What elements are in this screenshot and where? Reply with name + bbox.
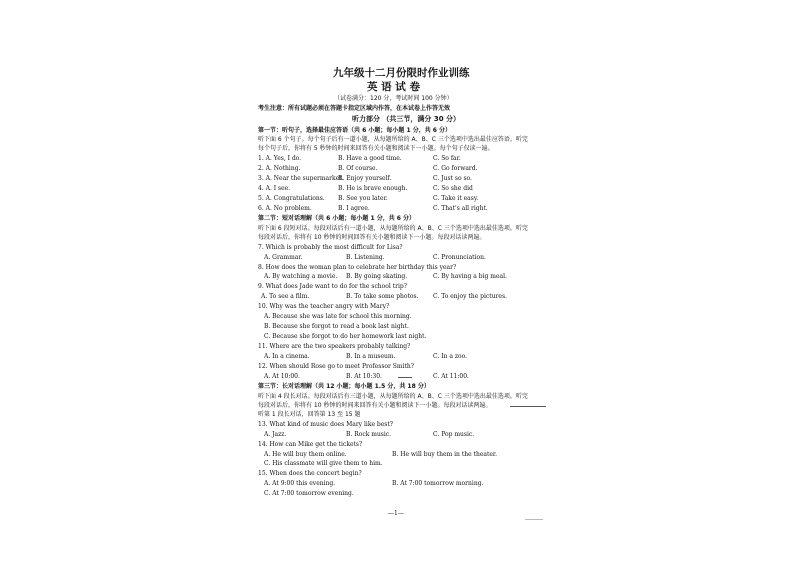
- question-option: B. At 10:30.: [346, 373, 382, 380]
- section3-instruction: 听下面 4 段长对话。每段对话后有三道小题，从每题所给的 A、B、C 三个选项中选出最佳选项。听完: [258, 393, 528, 400]
- question-option: B. Have a good time.: [338, 155, 402, 162]
- question-stem: 11. Where are the two speakers probably talking?: [258, 343, 411, 350]
- question-option: A. Jazz.: [264, 431, 287, 438]
- question-stem: 8. How does the woman plan to celebrate her birthday this year?: [258, 264, 457, 271]
- question-option: C. Go forward.: [433, 165, 478, 172]
- question-option: B. Listening.: [346, 254, 385, 261]
- question-option: A. To see a film.: [261, 293, 310, 300]
- question-option: B. See you later.: [338, 195, 388, 202]
- listening-title: 听力部分 （共三节，满分 30 分）: [352, 115, 461, 123]
- question-stem: 15. When does the concert begin?: [258, 470, 362, 477]
- question-option: C. His classmate will give them to him.: [264, 460, 383, 467]
- question-option: C. So she did: [433, 185, 473, 192]
- question-option: C. Because she forgot to do her homework last night.: [264, 333, 427, 340]
- question-option: 2. A. Nothing.: [258, 165, 301, 172]
- section3-heading: 第三节：长对话理解（共 12 小题；每小题 1.5 分，共 18 分）: [258, 383, 430, 390]
- question-option: A. Because she was late for school this morning.: [264, 313, 412, 320]
- section2-heading: 第二节：短对话理解（共 6 小题；每小题 1 分，共 6 分）: [258, 215, 416, 222]
- question-option: B. At 7:00 tomorrow morning.: [392, 480, 484, 487]
- question-option: A. Grammar.: [264, 254, 303, 261]
- question-option: A. He will buy them online.: [264, 451, 347, 458]
- question-option: C. Pronunciation.: [433, 254, 486, 261]
- question-option: C. By having a big meal.: [433, 273, 507, 280]
- question-option: C. That's all right.: [433, 205, 488, 212]
- question-option: B. Rock music.: [346, 431, 392, 438]
- question-stem: 7. Which is probably the most difficult for Lisa?: [258, 244, 403, 251]
- question-option: C. To enjoy the pictures.: [433, 293, 507, 300]
- scan-mark: [510, 406, 546, 407]
- question-option: 5. A. Congratulations.: [258, 195, 325, 202]
- question-option: B. Because she forgot to read a book last night.: [264, 323, 409, 330]
- question-option: C. Just so so.: [433, 175, 472, 182]
- score-time-info: （试卷满分：120 分，考试时间 100 分钟）: [334, 95, 453, 102]
- question-option: B. By going skating.: [346, 273, 408, 280]
- exam-title: 九年级十二月份限时作业训练: [333, 67, 470, 79]
- question-stem: 12. When should Rose go to meet Professor Smith?: [258, 363, 415, 370]
- page-number: —1—: [388, 510, 404, 517]
- question-option: C. At 11:00.: [433, 373, 469, 380]
- question-stem: 14. How can Mike get the tickets?: [258, 441, 363, 448]
- section1-heading: 第一节：听句子，选择最佳应答语（共 6 小题；每小题 1 分，共 6 分）: [258, 127, 452, 134]
- question-option: 1. A. Yes, I do.: [258, 155, 302, 162]
- question-stem: 13. What kind of music does Mary like best?: [258, 421, 394, 428]
- question-option: B. Of course.: [338, 165, 378, 172]
- question-option: 4. A. I see.: [258, 185, 291, 192]
- scan-mark: [525, 519, 543, 520]
- scan-mark: [398, 377, 412, 378]
- question-option: A. At 9:00 this evening.: [264, 480, 336, 487]
- question-option: B. I agree.: [338, 205, 370, 212]
- section1-instruction: 听下面 6 个句子。每个句子后有一道小题，从每题所给的 A、B、C 三个选项中选出最佳应答语。听完: [258, 136, 528, 143]
- question-stem: 10. Why was the teacher angry with Mary?: [258, 303, 390, 310]
- question-option: B. He will buy them in the theater.: [392, 451, 498, 458]
- question-option: B. To take some photos.: [346, 293, 419, 300]
- subject-title: 英 语 试 卷: [367, 81, 420, 93]
- question-option: C. Pop music.: [433, 431, 475, 438]
- question-option: 6. A. No problem.: [258, 205, 312, 212]
- question-option: C. At 7:00 tomorrow evening.: [264, 490, 354, 497]
- exam-notice: 考生注意：所有试题必须在答题卡指定区域内作答，在本试卷上作答无效: [258, 105, 451, 112]
- question-option: A. In a cinema.: [264, 353, 310, 360]
- question-option: A. At 10:00.: [264, 373, 300, 380]
- section3-instruction: 每段对话后，你将有 10 秒钟的时间来回答有关小题和阅读下一小题。每段对话读两遍。: [258, 402, 492, 409]
- question-option: B. In a museum.: [346, 353, 396, 360]
- question-option: C. Take it easy.: [433, 195, 479, 202]
- section1-instruction: 每个句子后，你将有 5 秒钟的时间来回答有关小题和阅读下一小题。每个句子仅读一遍。: [258, 145, 494, 152]
- section3-instruction: 听第 1 段长对话，回答第 13 至 15 题: [258, 411, 361, 418]
- question-option: B. He is brave enough.: [338, 185, 408, 192]
- question-option: C. So far.: [433, 155, 461, 162]
- question-option: A. By watching a movie.: [264, 273, 338, 280]
- question-option: C. In a zoo.: [433, 353, 468, 360]
- question-stem: 9. What does Jade want to do for the school trip?: [258, 283, 407, 290]
- question-option: B. Enjoy yourself.: [338, 175, 392, 182]
- question-option: 3. A. Near the supermarket.: [258, 175, 344, 182]
- section2-instruction: 每段对话后，你将有 10 秒钟的时间回答有关小题和阅读下一小题。每段对话读两遍。: [258, 234, 486, 241]
- section2-instruction: 听下面 6 段短对话。每段对话后有一道小题，从每题所给的 A、B、C 三个选项中选出最佳选项。听完: [258, 225, 528, 232]
